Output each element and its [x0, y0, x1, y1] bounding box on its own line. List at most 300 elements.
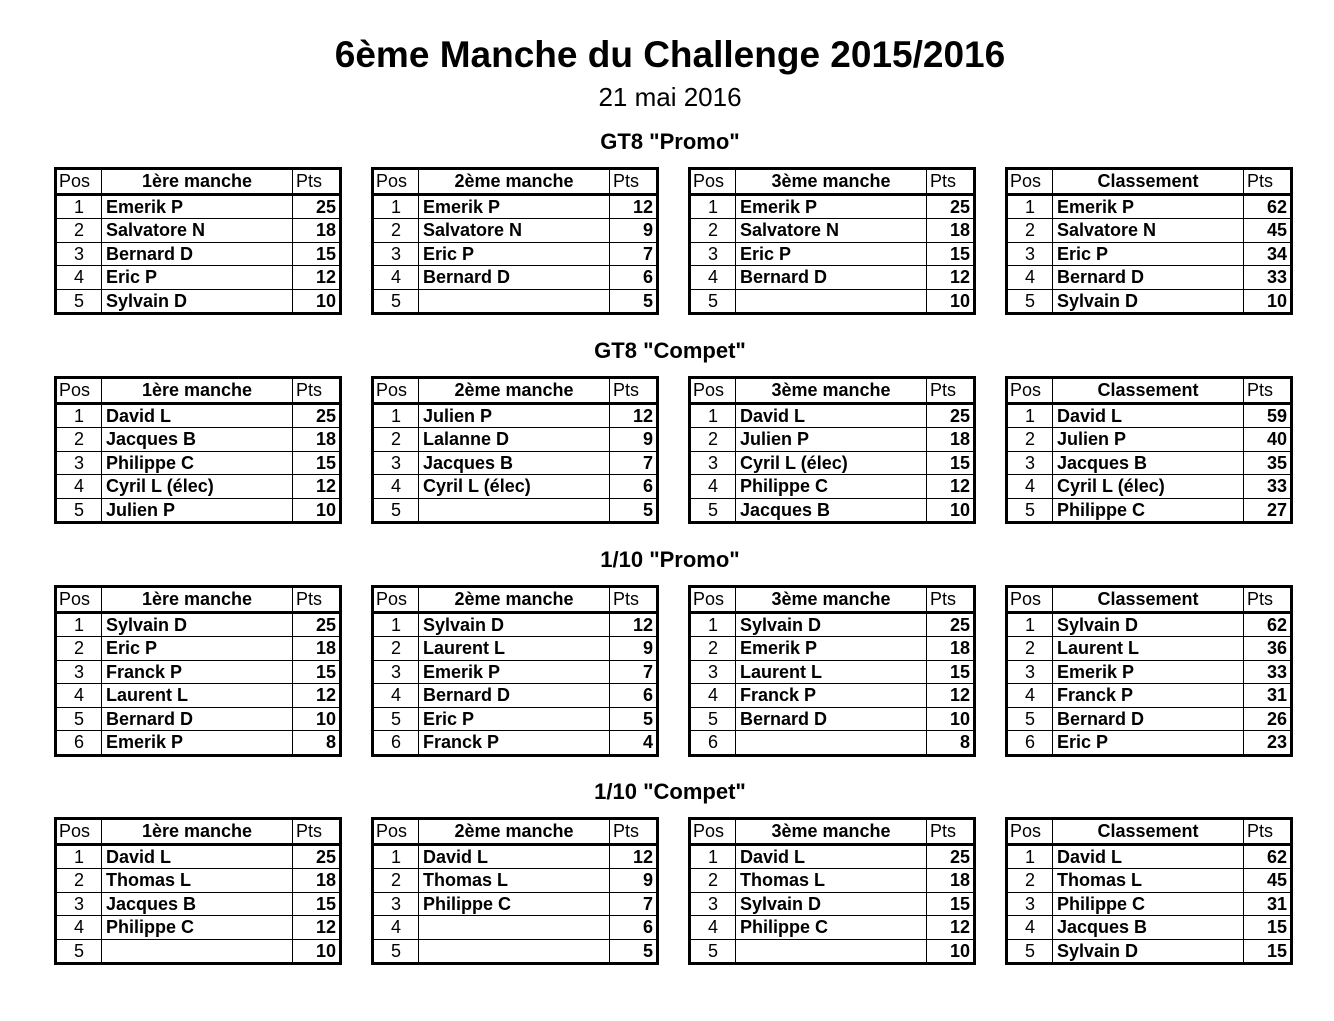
- driver-name-cell: Salvatore N: [736, 219, 927, 243]
- table-row: [690, 707, 975, 731]
- points-cell: 7: [610, 451, 658, 475]
- driver-name-cell: Philippe C: [419, 892, 610, 916]
- event-date: 21 mai 2016: [598, 82, 742, 112]
- table-row: [56, 219, 341, 243]
- pts-header: Pts: [1244, 819, 1292, 845]
- position-cell: 4: [1007, 684, 1053, 708]
- position-cell: 2: [690, 869, 736, 893]
- points-cell: 10: [927, 707, 975, 731]
- driver-name-cell: [419, 916, 610, 940]
- driver-name-cell: David L: [102, 403, 293, 428]
- table-row: [1007, 242, 1292, 266]
- points-cell: 9: [610, 637, 658, 661]
- table-row: [373, 403, 658, 428]
- table-row: [373, 428, 658, 452]
- table-row: [1007, 612, 1292, 637]
- points-cell: 12: [610, 612, 658, 637]
- driver-name-cell: Cyril L (élec): [419, 475, 610, 499]
- points-cell: 25: [927, 612, 975, 637]
- position-cell: 6: [690, 731, 736, 756]
- driver-name-cell: Sylvain D: [1053, 939, 1244, 964]
- points-cell: 15: [927, 892, 975, 916]
- points-cell: 12: [610, 194, 658, 219]
- driver-name-cell: Salvatore N: [1053, 219, 1244, 243]
- table-heading: 3ème manche: [736, 819, 927, 845]
- table-row: [373, 844, 658, 869]
- pts-header: Pts: [927, 587, 975, 613]
- driver-name-cell: Julien P: [102, 498, 293, 523]
- driver-name-cell: Sylvain D: [1053, 289, 1244, 314]
- points-cell: 15: [293, 660, 341, 684]
- table-row: [373, 731, 658, 756]
- table-row: [690, 869, 975, 893]
- points-cell: 8: [293, 731, 341, 756]
- driver-name-cell: Franck P: [736, 684, 927, 708]
- table-row: [373, 916, 658, 940]
- table-row: [690, 194, 975, 219]
- points-cell: 25: [927, 844, 975, 869]
- table-header-row: [56, 169, 341, 195]
- position-cell: 2: [1007, 428, 1053, 452]
- points-cell: 9: [610, 869, 658, 893]
- position-cell: 1: [1007, 194, 1053, 219]
- points-cell: 12: [610, 403, 658, 428]
- driver-name-cell: Philippe C: [102, 451, 293, 475]
- table-row: [56, 731, 341, 756]
- driver-name-cell: [736, 731, 927, 756]
- pts-header: Pts: [1244, 169, 1292, 195]
- table-row: [56, 637, 341, 661]
- position-cell: 5: [373, 939, 419, 964]
- points-cell: 25: [927, 194, 975, 219]
- driver-name-cell: Sylvain D: [736, 892, 927, 916]
- table-row: [373, 612, 658, 637]
- table-heading: 1ère manche: [102, 378, 293, 404]
- points-cell: 45: [1244, 219, 1292, 243]
- table-header-row: [690, 587, 975, 613]
- table-heading: Classement: [1053, 378, 1244, 404]
- table-heading: 1ère manche: [102, 819, 293, 845]
- driver-name-cell: [419, 498, 610, 523]
- table-header-row: [690, 819, 975, 845]
- driver-name-cell: Laurent L: [102, 684, 293, 708]
- table-header-row: [690, 378, 975, 404]
- points-cell: 10: [927, 498, 975, 523]
- driver-name-cell: Julien P: [736, 428, 927, 452]
- points-cell: 6: [610, 916, 658, 940]
- driver-name-cell: Jacques B: [102, 428, 293, 452]
- table-header-row: [1007, 587, 1292, 613]
- points-cell: 8: [927, 731, 975, 756]
- table-row: [56, 475, 341, 499]
- table-row: [56, 939, 341, 964]
- points-cell: 31: [1244, 892, 1292, 916]
- pos-header: Pos: [1007, 819, 1053, 845]
- points-cell: 5: [610, 707, 658, 731]
- points-cell: 15: [293, 451, 341, 475]
- points-cell: 10: [927, 289, 975, 314]
- position-cell: 4: [373, 916, 419, 940]
- table-heading: 3ème manche: [736, 378, 927, 404]
- position-cell: 1: [1007, 844, 1053, 869]
- driver-name-cell: Thomas L: [736, 869, 927, 893]
- position-cell: 2: [1007, 637, 1053, 661]
- table-row: [56, 869, 341, 893]
- table-header-row: [56, 378, 341, 404]
- driver-name-cell: Julien P: [1053, 428, 1244, 452]
- driver-name-cell: David L: [419, 844, 610, 869]
- driver-name-cell: Emerik P: [1053, 194, 1244, 219]
- position-cell: 6: [1007, 731, 1053, 756]
- points-cell: 62: [1244, 844, 1292, 869]
- driver-name-cell: [736, 289, 927, 314]
- position-cell: 1: [690, 403, 736, 428]
- table-row: [56, 428, 341, 452]
- position-cell: 4: [690, 916, 736, 940]
- position-cell: 3: [373, 892, 419, 916]
- results-table: [371, 817, 659, 965]
- driver-name-cell: Sylvain D: [736, 612, 927, 637]
- results-table: [1005, 585, 1293, 757]
- position-cell: 5: [1007, 939, 1053, 964]
- driver-name-cell: Philippe C: [1053, 498, 1244, 523]
- position-cell: 6: [373, 731, 419, 756]
- position-cell: 6: [56, 731, 102, 756]
- points-cell: 10: [927, 939, 975, 964]
- table-row: [690, 289, 975, 314]
- position-cell: 1: [690, 844, 736, 869]
- table-header-row: [373, 587, 658, 613]
- points-cell: 9: [610, 428, 658, 452]
- points-cell: 7: [610, 660, 658, 684]
- table-row: [56, 707, 341, 731]
- points-cell: 33: [1244, 475, 1292, 499]
- driver-name-cell: Emerik P: [736, 637, 927, 661]
- points-cell: 35: [1244, 451, 1292, 475]
- position-cell: 4: [1007, 266, 1053, 290]
- position-cell: 2: [690, 637, 736, 661]
- points-cell: 25: [293, 194, 341, 219]
- points-cell: 26: [1244, 707, 1292, 731]
- pts-header: Pts: [610, 819, 658, 845]
- position-cell: 3: [373, 242, 419, 266]
- table-row: [373, 869, 658, 893]
- position-cell: 1: [56, 612, 102, 637]
- table-row: [56, 612, 341, 637]
- driver-name-cell: Eric P: [102, 266, 293, 290]
- table-row: [690, 266, 975, 290]
- points-cell: 10: [1244, 289, 1292, 314]
- pos-header: Pos: [690, 819, 736, 845]
- section-title: 1/10 "Promo": [600, 547, 740, 572]
- table-heading: Classement: [1053, 819, 1244, 845]
- driver-name-cell: Franck P: [1053, 684, 1244, 708]
- points-cell: 25: [927, 403, 975, 428]
- table-row: [1007, 194, 1292, 219]
- pts-header: Pts: [610, 587, 658, 613]
- results-table: [371, 376, 659, 524]
- driver-name-cell: Jacques B: [419, 451, 610, 475]
- table-row: [373, 707, 658, 731]
- position-cell: 1: [690, 194, 736, 219]
- position-cell: 4: [1007, 916, 1053, 940]
- table-row: [690, 242, 975, 266]
- table-row: [1007, 266, 1292, 290]
- driver-name-cell: Bernard D: [736, 707, 927, 731]
- table-row: [373, 684, 658, 708]
- section-title: 1/10 "Compet": [594, 779, 746, 804]
- table-header-row: [690, 169, 975, 195]
- table-row: [56, 403, 341, 428]
- position-cell: 5: [373, 707, 419, 731]
- position-cell: 2: [1007, 869, 1053, 893]
- table-row: [56, 916, 341, 940]
- table-row: [56, 498, 341, 523]
- table-row: [690, 660, 975, 684]
- page-title: 6ème Manche du Challenge 2015/2016: [334, 34, 1006, 75]
- pos-header: Pos: [373, 587, 419, 613]
- table-row: [373, 219, 658, 243]
- position-cell: 5: [1007, 289, 1053, 314]
- pos-header: Pos: [690, 169, 736, 195]
- driver-name-cell: Thomas L: [419, 869, 610, 893]
- position-cell: 4: [690, 475, 736, 499]
- position-cell: 4: [56, 266, 102, 290]
- table-heading: 2ème manche: [419, 169, 610, 195]
- pos-header: Pos: [373, 169, 419, 195]
- table-row: [373, 289, 658, 314]
- pos-header: Pos: [373, 819, 419, 845]
- points-cell: 10: [293, 498, 341, 523]
- table-row: [1007, 684, 1292, 708]
- pos-header: Pos: [373, 378, 419, 404]
- table-row: [56, 194, 341, 219]
- pts-header: Pts: [1244, 587, 1292, 613]
- position-cell: 3: [56, 892, 102, 916]
- position-cell: 5: [690, 707, 736, 731]
- points-cell: 12: [927, 916, 975, 940]
- position-cell: 5: [373, 498, 419, 523]
- position-cell: 2: [373, 428, 419, 452]
- position-cell: 4: [56, 684, 102, 708]
- pos-header: Pos: [1007, 169, 1053, 195]
- position-cell: 5: [56, 289, 102, 314]
- position-cell: 4: [56, 916, 102, 940]
- driver-name-cell: Eric P: [1053, 242, 1244, 266]
- driver-name-cell: David L: [736, 403, 927, 428]
- table-header-row: [56, 819, 341, 845]
- driver-name-cell: Eric P: [736, 242, 927, 266]
- points-cell: 6: [610, 475, 658, 499]
- table-row: [373, 939, 658, 964]
- position-cell: 5: [56, 707, 102, 731]
- driver-name-cell: David L: [102, 844, 293, 869]
- points-cell: 12: [927, 684, 975, 708]
- driver-name-cell: Philippe C: [736, 475, 927, 499]
- driver-name-cell: Bernard D: [736, 266, 927, 290]
- table-row: [1007, 403, 1292, 428]
- results-table: [371, 585, 659, 757]
- position-cell: 1: [1007, 612, 1053, 637]
- driver-name-cell: Thomas L: [102, 869, 293, 893]
- table-row: [56, 451, 341, 475]
- driver-name-cell: Emerik P: [102, 731, 293, 756]
- position-cell: 4: [690, 266, 736, 290]
- position-cell: 5: [1007, 707, 1053, 731]
- points-cell: 40: [1244, 428, 1292, 452]
- points-cell: 25: [293, 612, 341, 637]
- table-row: [690, 475, 975, 499]
- driver-name-cell: Philippe C: [736, 916, 927, 940]
- table-row: [56, 660, 341, 684]
- table-row: [690, 637, 975, 661]
- points-cell: 7: [610, 892, 658, 916]
- table-row: [1007, 731, 1292, 756]
- points-cell: 18: [293, 637, 341, 661]
- table-row: [373, 242, 658, 266]
- points-cell: 5: [610, 939, 658, 964]
- table-row: [1007, 660, 1292, 684]
- table-row: [1007, 707, 1292, 731]
- points-cell: 36: [1244, 637, 1292, 661]
- pts-header: Pts: [293, 169, 341, 195]
- position-cell: 3: [690, 660, 736, 684]
- pts-header: Pts: [610, 378, 658, 404]
- table-heading: Classement: [1053, 169, 1244, 195]
- pts-header: Pts: [927, 169, 975, 195]
- results-table: [54, 167, 342, 315]
- position-cell: 4: [1007, 475, 1053, 499]
- driver-name-cell: Emerik P: [419, 194, 610, 219]
- pos-header: Pos: [1007, 378, 1053, 404]
- position-cell: 3: [1007, 242, 1053, 266]
- position-cell: 2: [56, 637, 102, 661]
- position-cell: 2: [373, 219, 419, 243]
- position-cell: 4: [690, 684, 736, 708]
- table-header-row: [373, 819, 658, 845]
- pos-header: Pos: [1007, 587, 1053, 613]
- driver-name-cell: Bernard D: [102, 707, 293, 731]
- points-cell: 62: [1244, 194, 1292, 219]
- position-cell: 1: [56, 403, 102, 428]
- table-heading: 2ème manche: [419, 378, 610, 404]
- table-row: [56, 266, 341, 290]
- points-cell: 59: [1244, 403, 1292, 428]
- points-cell: 10: [293, 707, 341, 731]
- table-row: [1007, 939, 1292, 964]
- points-cell: 15: [927, 451, 975, 475]
- results-table: [688, 167, 976, 315]
- driver-name-cell: Bernard D: [419, 266, 610, 290]
- position-cell: 3: [373, 451, 419, 475]
- driver-name-cell: [419, 939, 610, 964]
- table-row: [373, 498, 658, 523]
- position-cell: 4: [373, 684, 419, 708]
- points-cell: 12: [293, 266, 341, 290]
- table-row: [1007, 892, 1292, 916]
- table-row: [1007, 475, 1292, 499]
- points-cell: 5: [610, 289, 658, 314]
- table-row: [56, 844, 341, 869]
- table-heading: 3ème manche: [736, 169, 927, 195]
- driver-name-cell: Laurent L: [736, 660, 927, 684]
- points-cell: 6: [610, 266, 658, 290]
- points-cell: 27: [1244, 498, 1292, 523]
- table-row: [690, 892, 975, 916]
- driver-name-cell: Emerik P: [419, 660, 610, 684]
- points-cell: 6: [610, 684, 658, 708]
- points-cell: 18: [293, 219, 341, 243]
- driver-name-cell: Jacques B: [1053, 451, 1244, 475]
- position-cell: 1: [373, 612, 419, 637]
- position-cell: 5: [373, 289, 419, 314]
- position-cell: 5: [56, 498, 102, 523]
- table-row: [56, 892, 341, 916]
- points-cell: 12: [927, 475, 975, 499]
- pts-header: Pts: [293, 378, 341, 404]
- driver-name-cell: Cyril L (élec): [102, 475, 293, 499]
- points-cell: 33: [1244, 266, 1292, 290]
- pts-header: Pts: [927, 819, 975, 845]
- pts-header: Pts: [293, 819, 341, 845]
- points-cell: 15: [293, 892, 341, 916]
- points-cell: 25: [293, 403, 341, 428]
- driver-name-cell: David L: [1053, 844, 1244, 869]
- results-table: [688, 585, 976, 757]
- position-cell: 4: [373, 266, 419, 290]
- driver-name-cell: Sylvain D: [102, 289, 293, 314]
- section-title: GT8 "Compet": [594, 338, 746, 363]
- position-cell: 2: [690, 428, 736, 452]
- driver-name-cell: David L: [736, 844, 927, 869]
- position-cell: 5: [56, 939, 102, 964]
- position-cell: 1: [56, 194, 102, 219]
- position-cell: 1: [373, 403, 419, 428]
- table-row: [690, 219, 975, 243]
- driver-name-cell: Bernard D: [1053, 707, 1244, 731]
- table-row: [690, 451, 975, 475]
- pos-header: Pos: [690, 378, 736, 404]
- pts-header: Pts: [610, 169, 658, 195]
- table-row: [1007, 498, 1292, 523]
- driver-name-cell: Emerik P: [736, 194, 927, 219]
- driver-name-cell: Cyril L (élec): [736, 451, 927, 475]
- position-cell: 1: [56, 844, 102, 869]
- table-row: [1007, 219, 1292, 243]
- points-cell: 12: [293, 475, 341, 499]
- driver-name-cell: Eric P: [419, 242, 610, 266]
- position-cell: 2: [373, 637, 419, 661]
- driver-name-cell: Philippe C: [102, 916, 293, 940]
- table-row: [373, 892, 658, 916]
- table-row: [373, 637, 658, 661]
- points-cell: 12: [293, 916, 341, 940]
- driver-name-cell: Emerik P: [1053, 660, 1244, 684]
- driver-name-cell: Sylvain D: [419, 612, 610, 637]
- table-row: [1007, 451, 1292, 475]
- driver-name-cell: Jacques B: [102, 892, 293, 916]
- position-cell: 5: [1007, 498, 1053, 523]
- table-heading: 1ère manche: [102, 587, 293, 613]
- table-row: [56, 684, 341, 708]
- table-row: [373, 194, 658, 219]
- table-row: [1007, 869, 1292, 893]
- driver-name-cell: Franck P: [102, 660, 293, 684]
- table-row: [690, 916, 975, 940]
- table-row: [690, 428, 975, 452]
- position-cell: 3: [56, 451, 102, 475]
- points-cell: 15: [927, 242, 975, 266]
